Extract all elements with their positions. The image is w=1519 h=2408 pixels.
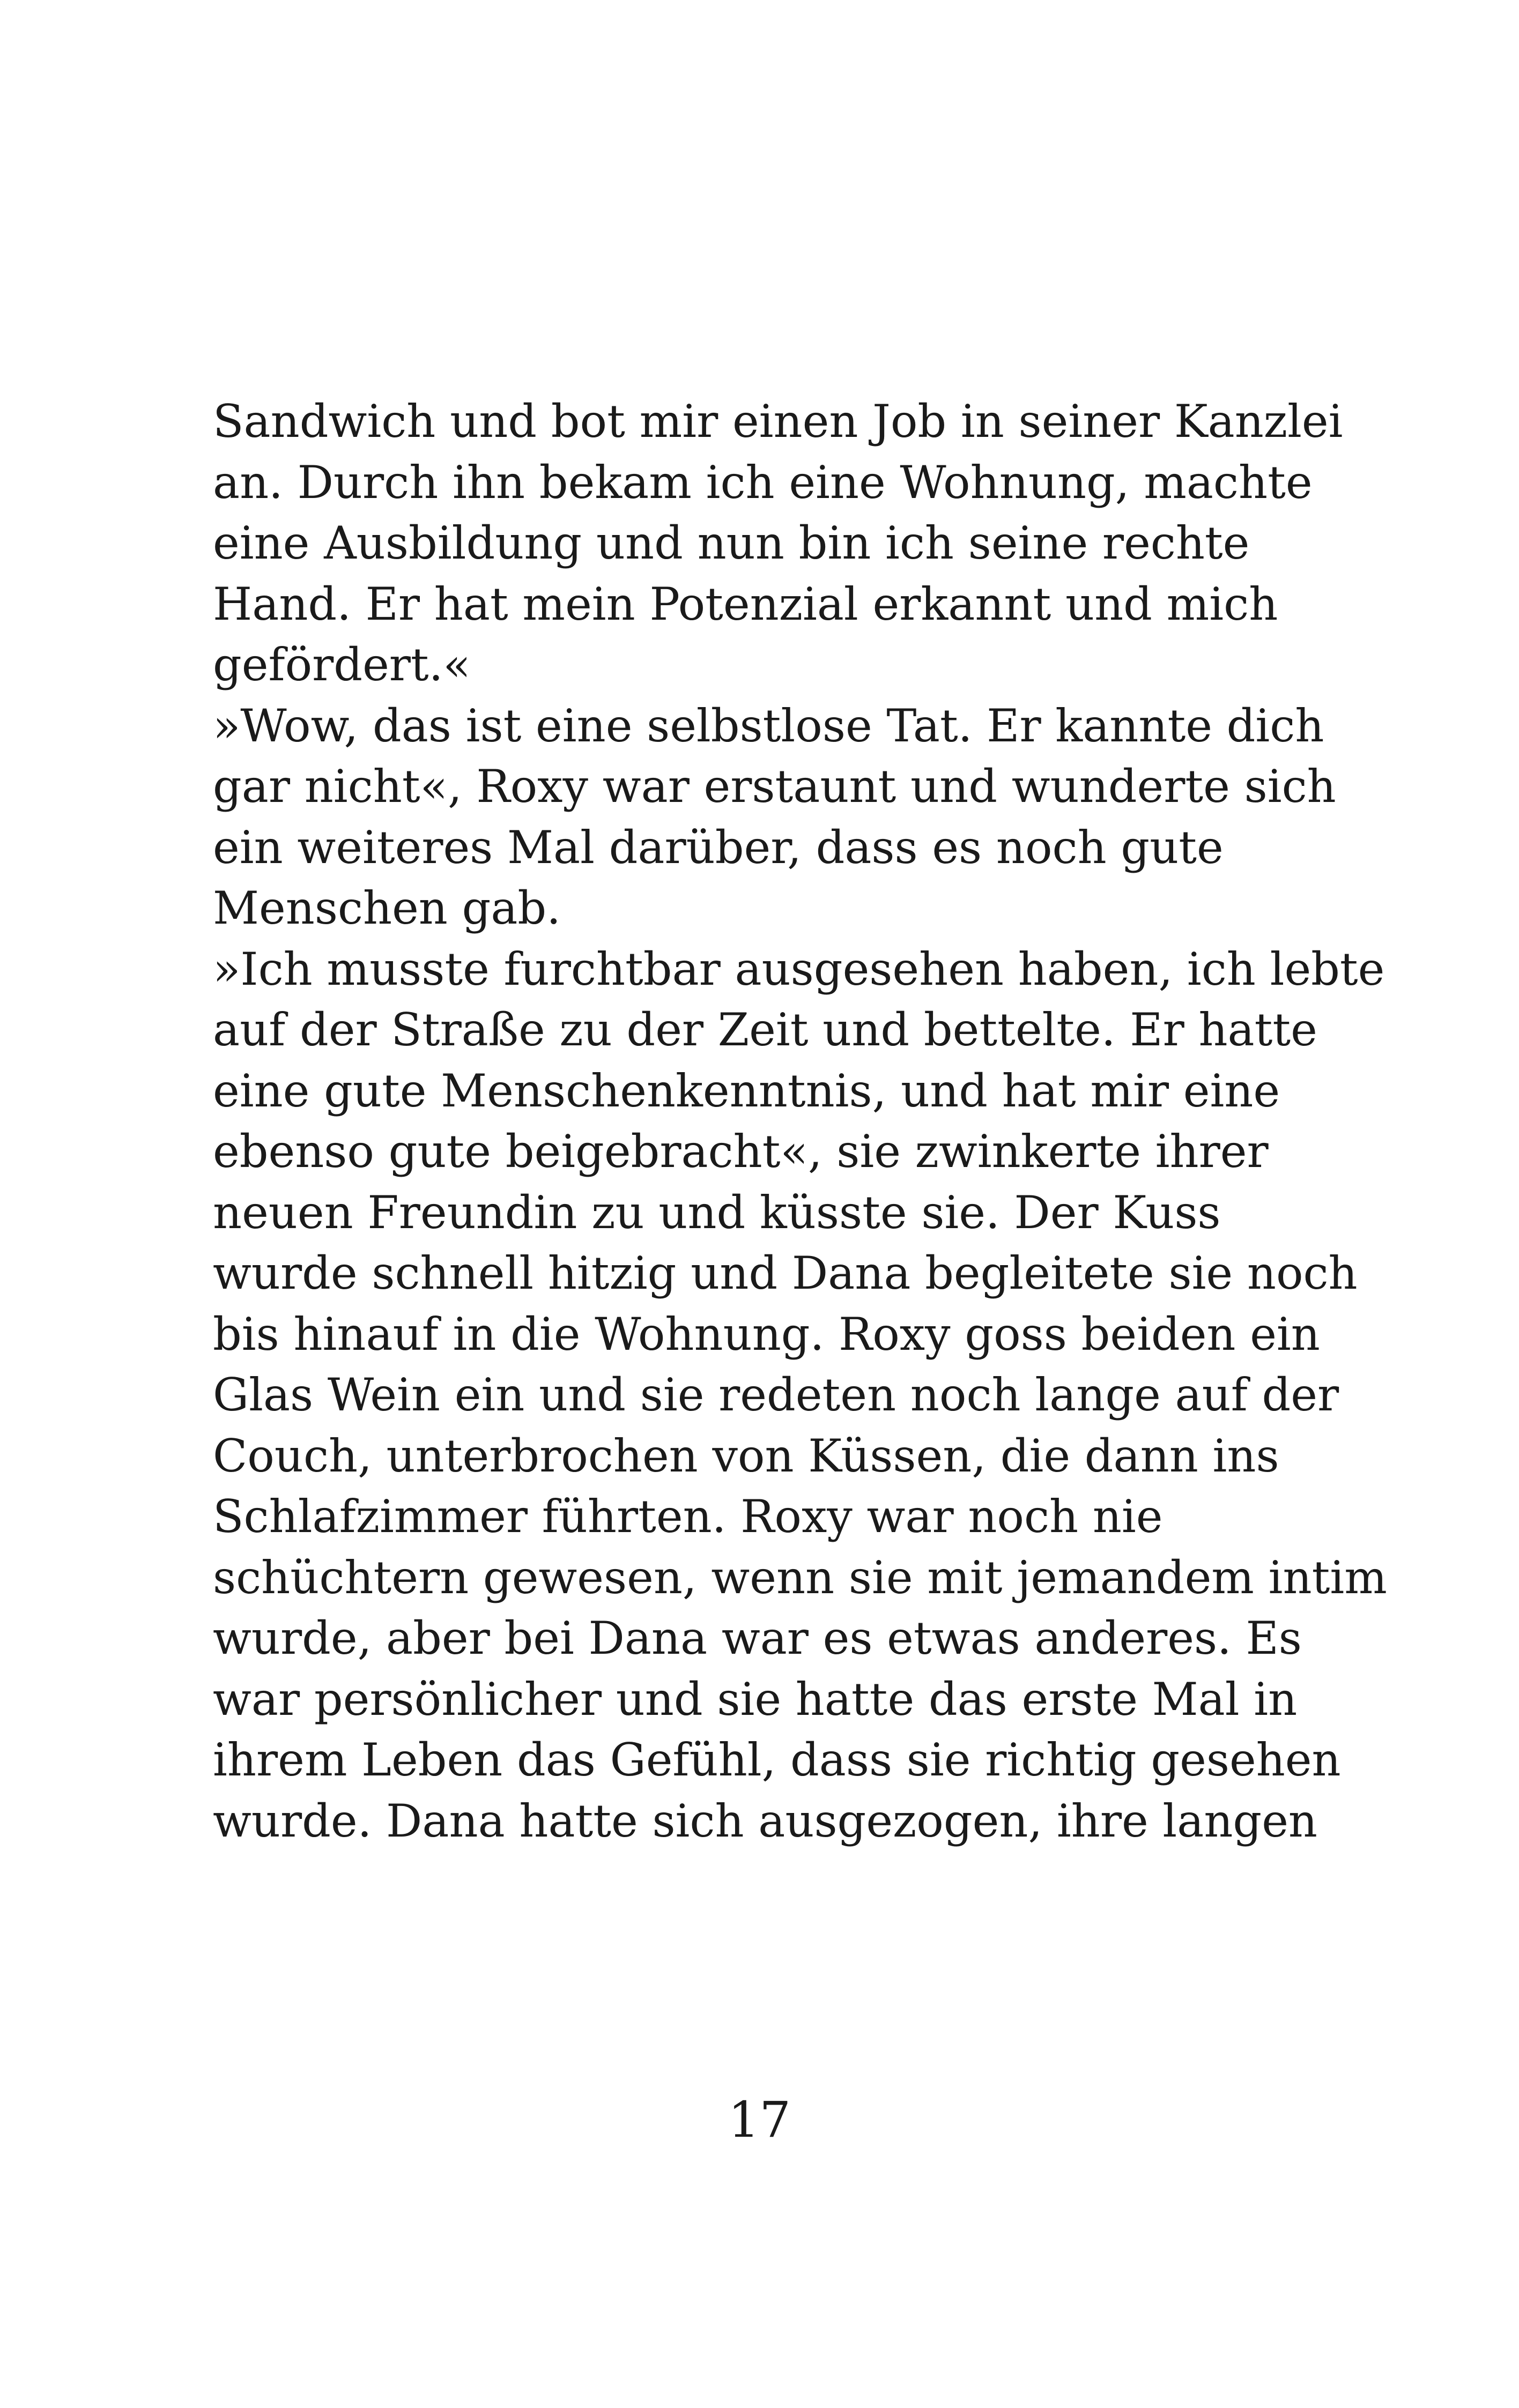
text-line: Menschen gab. [213,882,561,934]
text-line: schüchtern gewesen, wenn sie mit jemandem intim [213,1551,1387,1604]
text-line: »Ich musste furchtbar ausgesehen haben, ich lebte [213,942,1385,995]
text-line: bis hinauf in die Wohnung. Roxy goss beiden ein [213,1307,1320,1361]
text-line: war persönlicher und sie hatte das erste Mal in [213,1673,1298,1726]
text-line: ihrem Leben das Gefühl, dass sie richtig gesehen [213,1734,1341,1786]
text-line: Glas Wein ein und sie redeten noch lange auf der [213,1369,1339,1421]
text-line: auf der Straße zu der Zeit und bettelte. Er hatte [213,1004,1317,1056]
text-line: neuen Freundin zu und küsste sie. Der Kuss [213,1186,1221,1239]
text-line: wurde schnell hitzig und Dana begleitete sie noch [213,1247,1358,1299]
text-line: ebenso gute beigebracht«, sie zwinkerte ihrer [213,1125,1269,1178]
text-line: Couch, unterbrochen von Küssen, die dann ins [213,1429,1279,1482]
text-line: ein weiteres Mal darüber, dass es noch gute [213,821,1224,874]
text-line: eine Ausbildung und nun bin ich seine rechte [213,517,1250,569]
text-line: Hand. Er hat mein Potenzial erkannt und mich [213,577,1278,630]
text-line: Schlafzimmer führten. Roxy war noch nie [213,1490,1163,1543]
text-line: wurde. Dana hatte sich ausgezogen, ihre langen [213,1794,1318,1847]
text-line: wurde, aber bei Dana war es etwas anderes. Es [213,1612,1302,1664]
text-line: gar nicht«, Roxy war erstaunt und wunderte sich [213,760,1336,813]
text-line: Sandwich und bot mir einen Job in seiner Kanzlei [213,395,1343,448]
text-line: eine gute Menschenkenntnis, und hat mir eine [213,1064,1280,1117]
text-line: »Wow, das ist eine selbstlose Tat. Er kannte dich [213,699,1324,752]
text-line: gefördert.« [213,638,471,691]
body-text [213,391,1387,1852]
page-number: 17 [728,2091,791,2149]
text-line: an. Durch ihn bekam ich eine Wohnung, machte [213,456,1313,509]
